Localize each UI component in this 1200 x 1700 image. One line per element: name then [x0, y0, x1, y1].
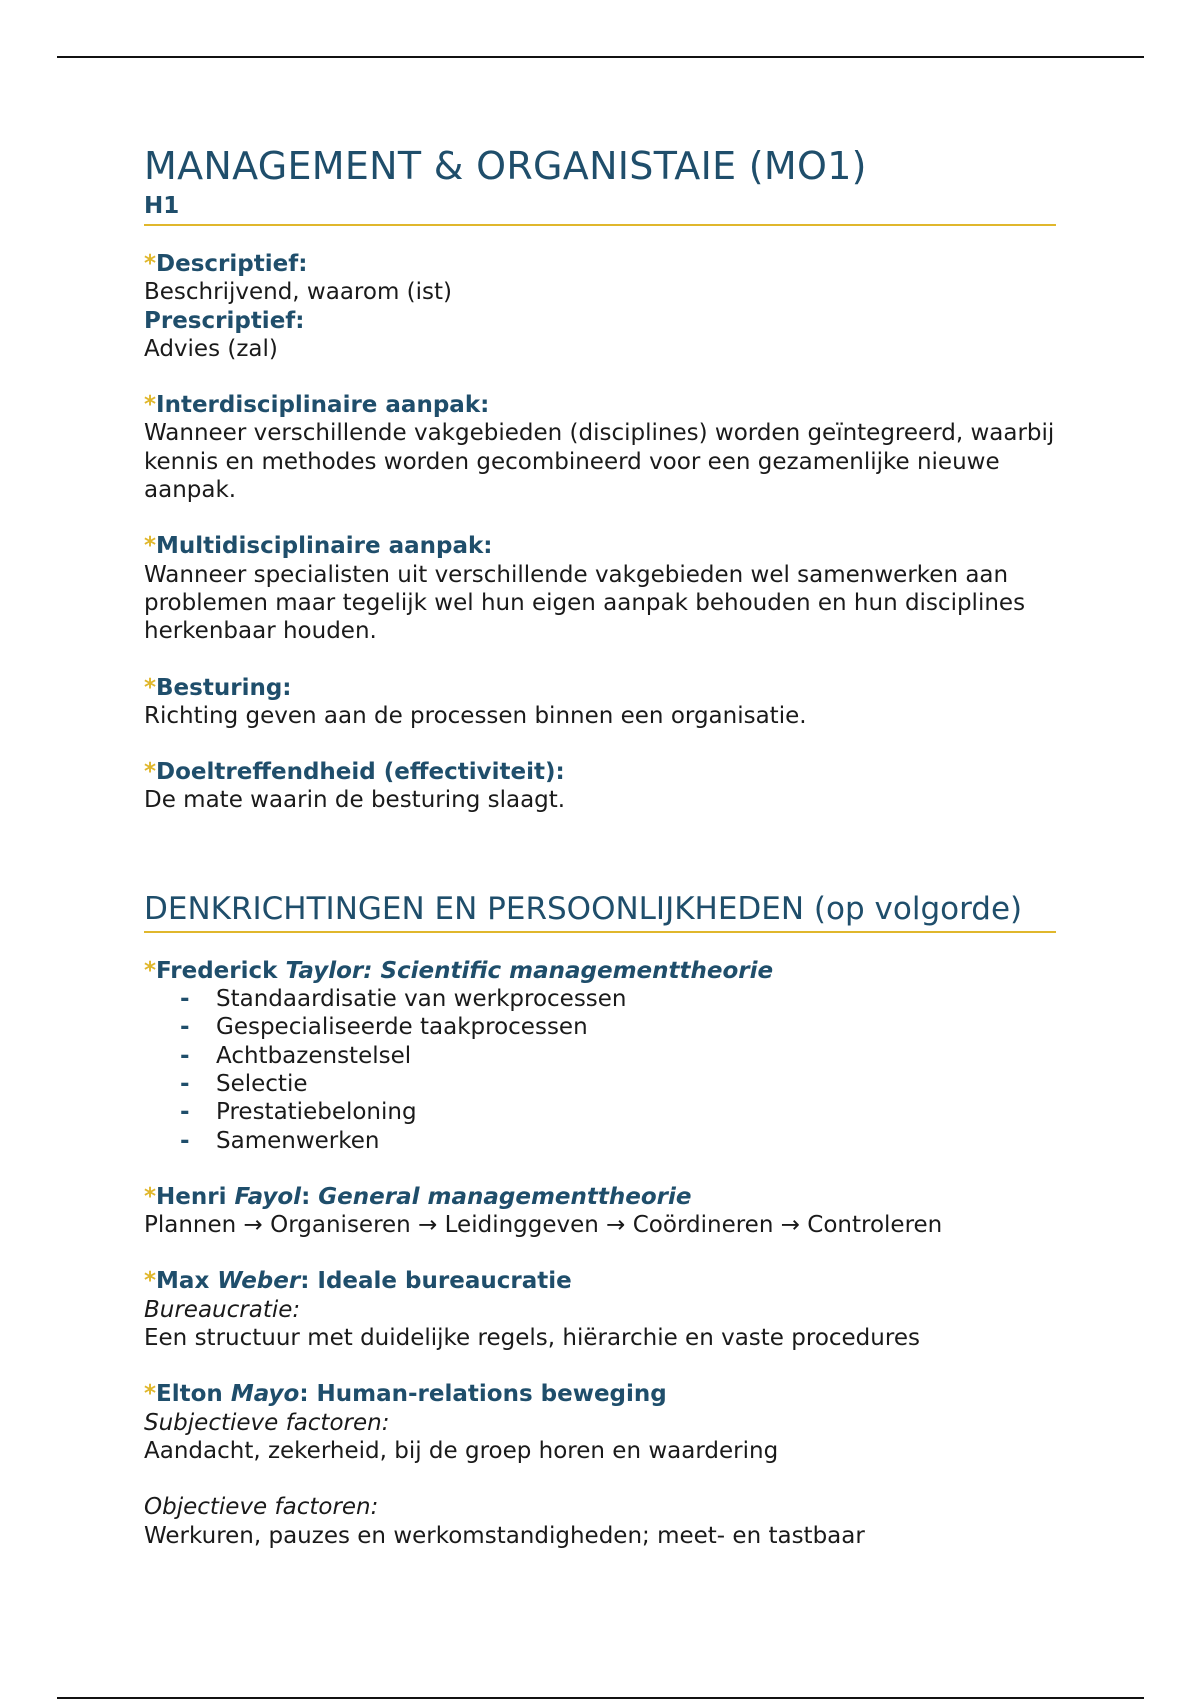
- list-item-text: Selectie: [216, 1070, 308, 1097]
- list-item: [144, 1013, 1056, 1041]
- list-item-text: Prestatiebeloning: [216, 1099, 417, 1126]
- term-label: Multidisciplinaire aanpak:: [156, 533, 493, 560]
- chapter-heading: H1: [144, 192, 1056, 226]
- list-item: [144, 1098, 1056, 1126]
- dash-marker: -: [180, 986, 190, 1013]
- list-item-text: Achtbazenstelsel: [216, 1042, 412, 1069]
- person-theory: : Human-relations beweging: [299, 1381, 667, 1408]
- star-marker: *: [144, 759, 157, 786]
- bottom-rule: [57, 1697, 1144, 1699]
- star-marker: *: [144, 1381, 157, 1408]
- definition-interdisciplinair: [144, 391, 1056, 504]
- person-theory: General managementtheorie: [318, 1183, 692, 1210]
- definition-multidisciplinair: [144, 532, 1056, 645]
- term-text: Richting geven aan de processen binnen een organisatie.: [144, 702, 807, 729]
- taylor-list: [144, 985, 1056, 1155]
- term-label: Besturing:: [156, 674, 292, 701]
- term-label: Descriptief:: [156, 251, 308, 277]
- mayo-subjective-text: Aandacht, zekerheid, bij de groep horen en waardering: [144, 1437, 779, 1464]
- star-marker: *: [144, 251, 157, 277]
- star-marker: *: [144, 1268, 157, 1295]
- person-first-name: Elton: [156, 1381, 231, 1408]
- dash-marker: -: [180, 1042, 190, 1069]
- term-text: Advies (zal): [144, 335, 278, 362]
- separator: :: [301, 1183, 319, 1210]
- person-first-name: Max: [156, 1268, 218, 1295]
- weber-label: Bureaucratie:: [144, 1296, 301, 1323]
- person-first-name: Frederick: [156, 957, 286, 984]
- star-marker: *: [144, 674, 157, 701]
- term-text: Beschrijvend, waarom (ist): [144, 279, 453, 306]
- person-last-name: Mayo: [230, 1381, 300, 1408]
- list-item: [144, 985, 1056, 1013]
- definition-descriptief: [144, 250, 1056, 363]
- term-text: Wanneer specialisten uit verschillende vakgebieden wel samenwerken aan problemen maar tegelijk wel hun eigen aanpak behouden en hun disciplines herkenbaar houden.: [144, 561, 1026, 645]
- list-item-text: Samenwerken: [216, 1127, 380, 1154]
- list-item-text: Gespecialiseerde taakprocessen: [216, 1014, 588, 1041]
- section-heading: DENKRICHTINGEN EN PERSOONLIJKHEDEN (op volgorde): [144, 889, 1056, 933]
- person-last-name: Fayol: [234, 1183, 302, 1210]
- person-last-name: Weber: [217, 1268, 301, 1295]
- mayo-objective-text: Werkuren, pauzes en werkomstandigheden; meet- en tastbaar: [144, 1522, 865, 1549]
- star-marker: *: [144, 533, 157, 560]
- star-marker: *: [144, 957, 157, 984]
- dash-marker: -: [180, 1070, 190, 1097]
- person-taylor: [144, 957, 1056, 1155]
- list-item-text: Standaardisatie van werkprocessen: [216, 986, 627, 1013]
- term-text: Wanneer verschillende vakgebieden (disciplines) worden geïntegreerd, waarbij kennis en methodes worden gecombineerd voor een gezamenlijke nieuwe aanpak.: [144, 420, 1055, 504]
- fayol-process: Plannen → Organiseren → Leidinggeven → Coördineren → Controleren: [144, 1212, 943, 1239]
- person-fayol: [144, 1183, 1056, 1240]
- definition-besturing: [144, 674, 1056, 731]
- person-first-name: Henri: [156, 1183, 235, 1210]
- mayo-objective-label: Objectieve factoren:: [144, 1494, 379, 1521]
- term-text: De mate waarin de besturing slaagt.: [144, 787, 566, 814]
- term-label: Prescriptief:: [144, 307, 305, 334]
- list-item: [144, 1042, 1056, 1070]
- dash-marker: -: [180, 1127, 190, 1154]
- definition-doeltreffendheid: [144, 758, 1056, 815]
- term-label: Interdisciplinaire aanpak:: [156, 392, 490, 419]
- term-label: Doeltreffendheid (effectiviteit):: [156, 759, 565, 786]
- person-theory: Taylor: Scientific managementtheorie: [285, 957, 774, 984]
- list-item: [144, 1127, 1056, 1155]
- top-rule: [57, 56, 1144, 58]
- weber-text: Een structuur met duidelijke regels, hiërarchie en vaste procedures: [144, 1325, 920, 1352]
- person-mayo: [144, 1380, 1056, 1549]
- star-marker: *: [144, 1183, 157, 1210]
- document-body: [144, 140, 1056, 1550]
- mayo-subjective-label: Subjectieve factoren:: [144, 1409, 390, 1436]
- page-title: MANAGEMENT & ORGANISTAIE (MO1): [144, 144, 867, 188]
- dash-marker: -: [180, 1099, 190, 1126]
- dash-marker: -: [180, 1014, 190, 1041]
- person-theory: : Ideale bureaucratie: [300, 1268, 572, 1295]
- star-marker: *: [144, 392, 157, 419]
- list-item: [144, 1070, 1056, 1098]
- person-weber: [144, 1267, 1056, 1352]
